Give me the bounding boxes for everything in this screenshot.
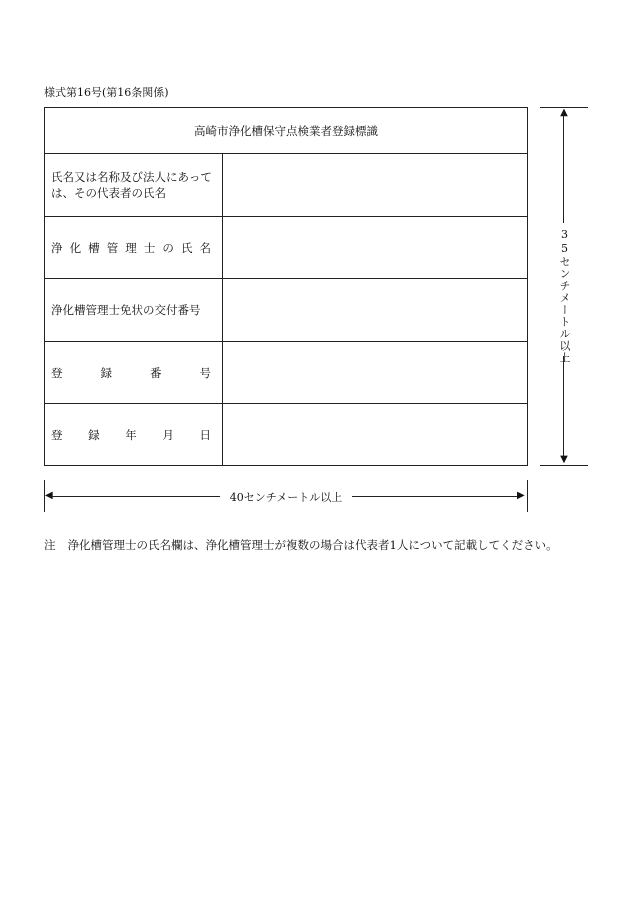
row-manager-name bbox=[45, 217, 527, 279]
vertical-dimension-line-top bbox=[563, 113, 564, 223]
row-license-number-label: 浄化槽管理士免状の交付番号 bbox=[45, 279, 223, 341]
row-registration-number-value bbox=[223, 342, 527, 403]
row-license-number bbox=[45, 279, 527, 342]
horizontal-dimension-text: 40センチメートル以上 bbox=[220, 489, 352, 505]
row-registration-date-value bbox=[223, 404, 527, 465]
row-license-number-value bbox=[223, 279, 527, 341]
vertical-dimension bbox=[540, 107, 588, 466]
footnote bbox=[44, 537, 558, 553]
arrow-right-icon: ▶ bbox=[517, 490, 525, 501]
row-registration-number bbox=[45, 342, 527, 404]
row-manager-name-label bbox=[45, 217, 223, 278]
horizontal-dimension bbox=[44, 480, 528, 512]
footnote-mark: 注 bbox=[44, 538, 56, 552]
row-registration-date-label bbox=[45, 404, 223, 465]
row-manager-name-value bbox=[223, 217, 527, 278]
row-name bbox=[45, 154, 527, 217]
registration-sign-table bbox=[44, 107, 528, 466]
row-registration-date-text: 登 録 年 月 日 bbox=[51, 427, 211, 442]
row-registration-number-label bbox=[45, 342, 223, 403]
arrow-left-icon: ◀ bbox=[45, 490, 53, 501]
form-number-label: 様式第16号(第16条関係) bbox=[44, 86, 169, 99]
footnote-text: 浄化槽管理士の氏名欄は、浄化槽管理士が複数の場合は代表者1人について記載してください。 bbox=[67, 538, 558, 552]
vertical-dimension-bottom-tick bbox=[540, 465, 588, 466]
sign-title: 高崎市浄化槽保守点検業者登録標識 bbox=[45, 108, 527, 154]
row-registration-date bbox=[45, 404, 527, 465]
vertical-dimension-text: 35センチメートル以上 bbox=[558, 228, 571, 364]
row-manager-name-text: 浄 化 槽 管 理 士 の 氏 名 bbox=[51, 240, 211, 255]
row-name-label: 氏名又は名称及び法人にあっては、その代表者の氏名 bbox=[45, 154, 223, 216]
horizontal-dimension-right-tick bbox=[527, 480, 528, 512]
row-registration-number-text: 登 録 番 号 bbox=[51, 365, 211, 380]
row-name-value bbox=[223, 154, 527, 216]
arrow-down-icon: ▼ bbox=[560, 454, 568, 465]
vertical-dimension-line-bottom bbox=[563, 356, 564, 459]
arrow-up-icon: ▲ bbox=[560, 107, 568, 118]
